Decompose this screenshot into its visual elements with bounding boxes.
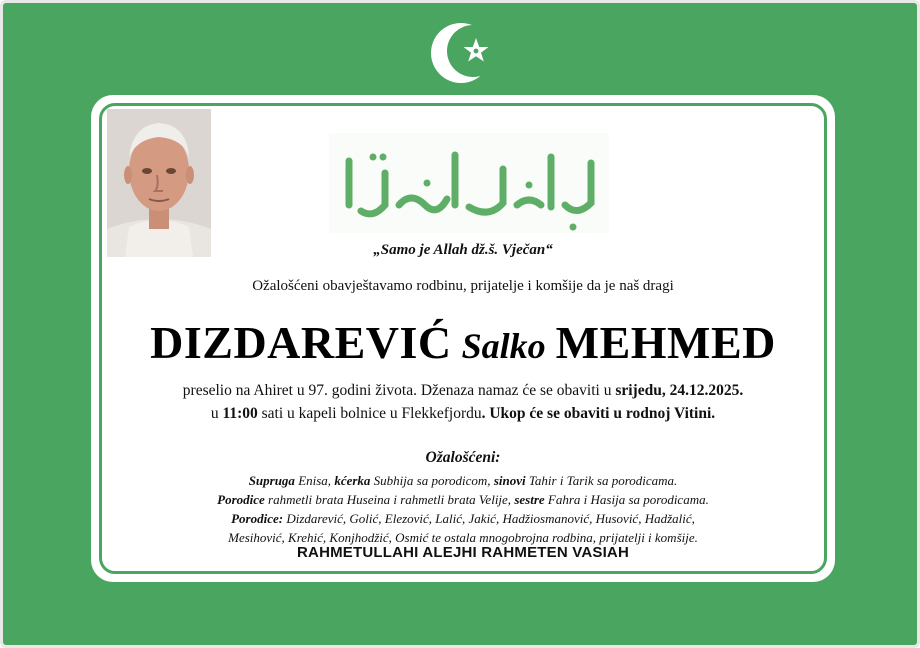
burial-info: . Ukop će se obaviti u rodnoj Vitini.	[481, 405, 716, 422]
father-name: Salko	[461, 326, 546, 366]
mourner-names: Mesihović, Krehić, Konjhodžić, Osmić te ostala mnogobrojna rodbina, prijatelji i komšije.	[228, 530, 698, 545]
portrait-photo	[107, 109, 211, 257]
relation-label: sinovi	[493, 473, 526, 488]
mourner-names: rahmetli brata Huseina i rahmetli brata Velije,	[264, 492, 515, 507]
mourner-names: Tahir i Tarik sa porodicama.	[525, 473, 678, 488]
mourner-names: Dizdarević, Golić, Elezović, Lalić, Jakić, Hadžiosmanović, Husović, Hadžalić,	[283, 511, 695, 526]
mourners-heading: Ožalošćeni:	[425, 449, 501, 466]
info-text: sati u kapeli bolnice u Flekkefjordu	[257, 405, 482, 422]
mourner-names: Enisa,	[294, 473, 335, 488]
mourners-list	[3, 471, 920, 547]
info-line-1	[3, 379, 920, 402]
relation-label: Supruga	[248, 473, 295, 488]
first-name: MEHMED	[555, 317, 776, 368]
deceased-name	[3, 316, 920, 369]
mourner-names: Fahra i Hasija sa porodicama.	[544, 492, 709, 507]
funeral-time: 11:00	[222, 405, 258, 422]
info-text: preselio na Ahiret u 97. godini života. Dženaza namaz će se obaviti u	[182, 382, 616, 399]
funeral-info	[3, 379, 920, 425]
mourners-line	[3, 509, 920, 528]
mourners-line	[3, 471, 920, 490]
crescent-star-icon	[427, 17, 499, 89]
arabic-calligraphy-image	[329, 133, 609, 233]
mourner-names: Subhija sa porodicom,	[370, 473, 494, 488]
info-line-2	[3, 402, 920, 425]
relation-label: sestre	[514, 492, 545, 507]
relation-label: Porodice	[217, 492, 265, 507]
relation-label: Porodice:	[231, 511, 284, 526]
surname: DIZDAREVIĆ	[150, 317, 452, 368]
motto: „Samo je Allah dž.š. Vječan“	[373, 242, 553, 258]
intro-text: Ožalošćeni obavještavamo rodbinu, prijatelje i komšije da je naš dragi	[252, 278, 674, 294]
funeral-date: srijedu, 24.12.2025.	[615, 382, 744, 399]
closing-prayer: RAHMETULLAHI ALEJHI RAHMETEN VASIAH	[297, 544, 629, 561]
info-text: u	[210, 405, 223, 422]
mourners-line	[3, 490, 920, 509]
relation-label: kćerka	[334, 473, 371, 488]
